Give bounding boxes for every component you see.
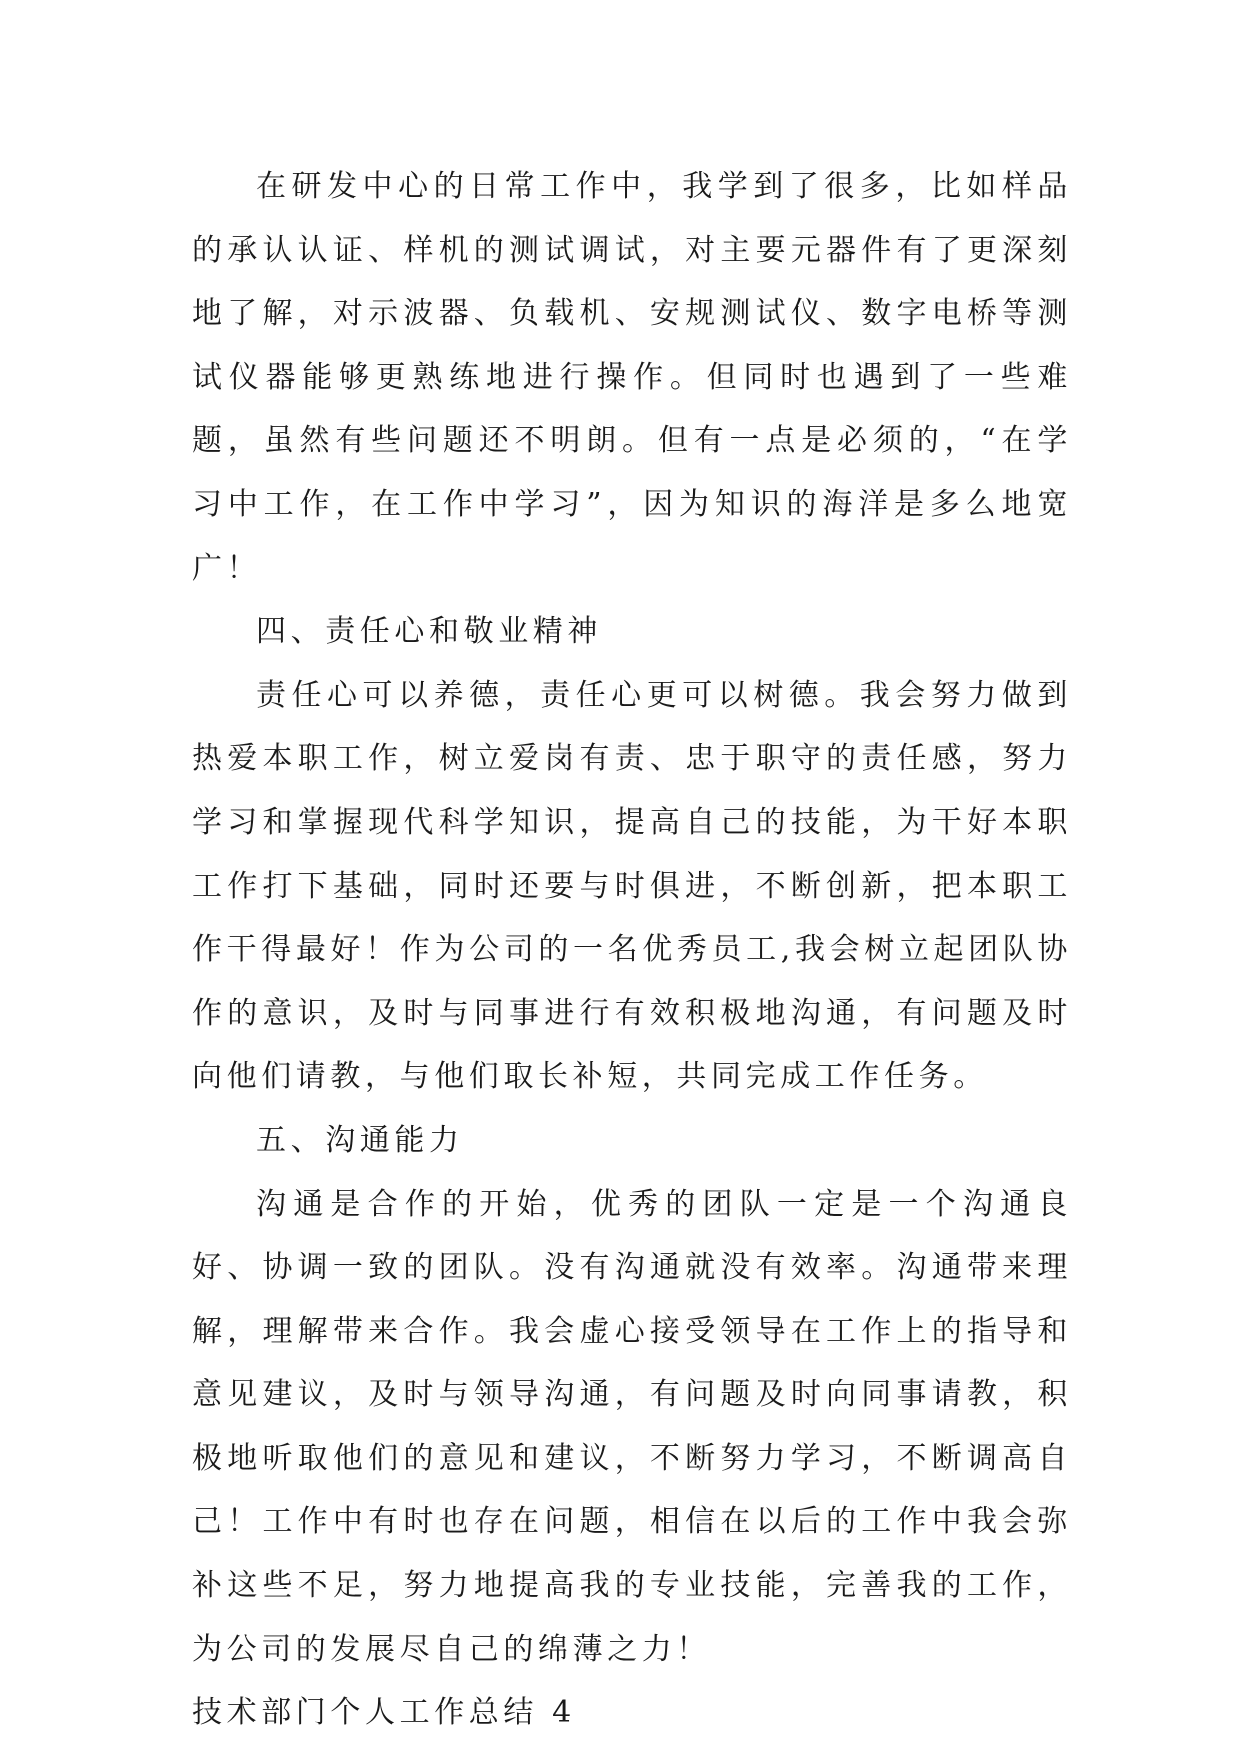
section-heading: 五、沟通能力 — [256, 1122, 464, 1158]
body-paragraph: 在研发中心的日常工作中，我学到了很多，比如样品的承认认证、样机的测试调试，对主要元器件有了更深刻地了解，对示波器、负载机、安规测试仪、数字电桥等测试仪器能够更熟练地进行操作。但同时也遇到了一些难题，虽然有些问题还不明朗。但有一点是必须的，“在学习中工作，在工作中学习”，因为知识的海洋是多么地宽广！ — [192, 169, 1072, 586]
document-page — [192, 155, 1072, 1745]
body-paragraph: 责任心可以养德，责任心更可以树德。我会努力做到热爱本职工作，树立爱岗有责、忠于职守的责任感，努力学习和掌握现代科学知识，提高自己的技能，为干好本职工作打下基础，同时还要与时俱进，不断创新，把本职工作干得最好！作为公司的一名优秀员工,我会树立起团队协作的意识，及时与同事进行有效积极地沟通，有问题及时向他们请教，与他们取长补短，共同完成工作任务。 — [192, 677, 1072, 1095]
document-title: 技术部门个人工作总结 4 — [192, 1695, 576, 1731]
section-heading: 四、责任心和敬业精神 — [256, 614, 602, 650]
body-paragraph: 沟通是合作的开始，优秀的团队一定是一个沟通良好、协调一致的团队。没有沟通就没有效率。沟通带来理解，理解带来合作。我会虚心接受领导在工作上的指导和意见建议，及时与领导沟通，有问题及时向同事请教，积极地听取他们的意见和建议，不断努力学习，不断调高自己！工作中有时也存在问题，相信在以后的工作中我会弥补这些不足，努力地提高我的专业技能，完善我的工作，为公司的发展尽自己的绵薄之力！ — [192, 1186, 1072, 1667]
